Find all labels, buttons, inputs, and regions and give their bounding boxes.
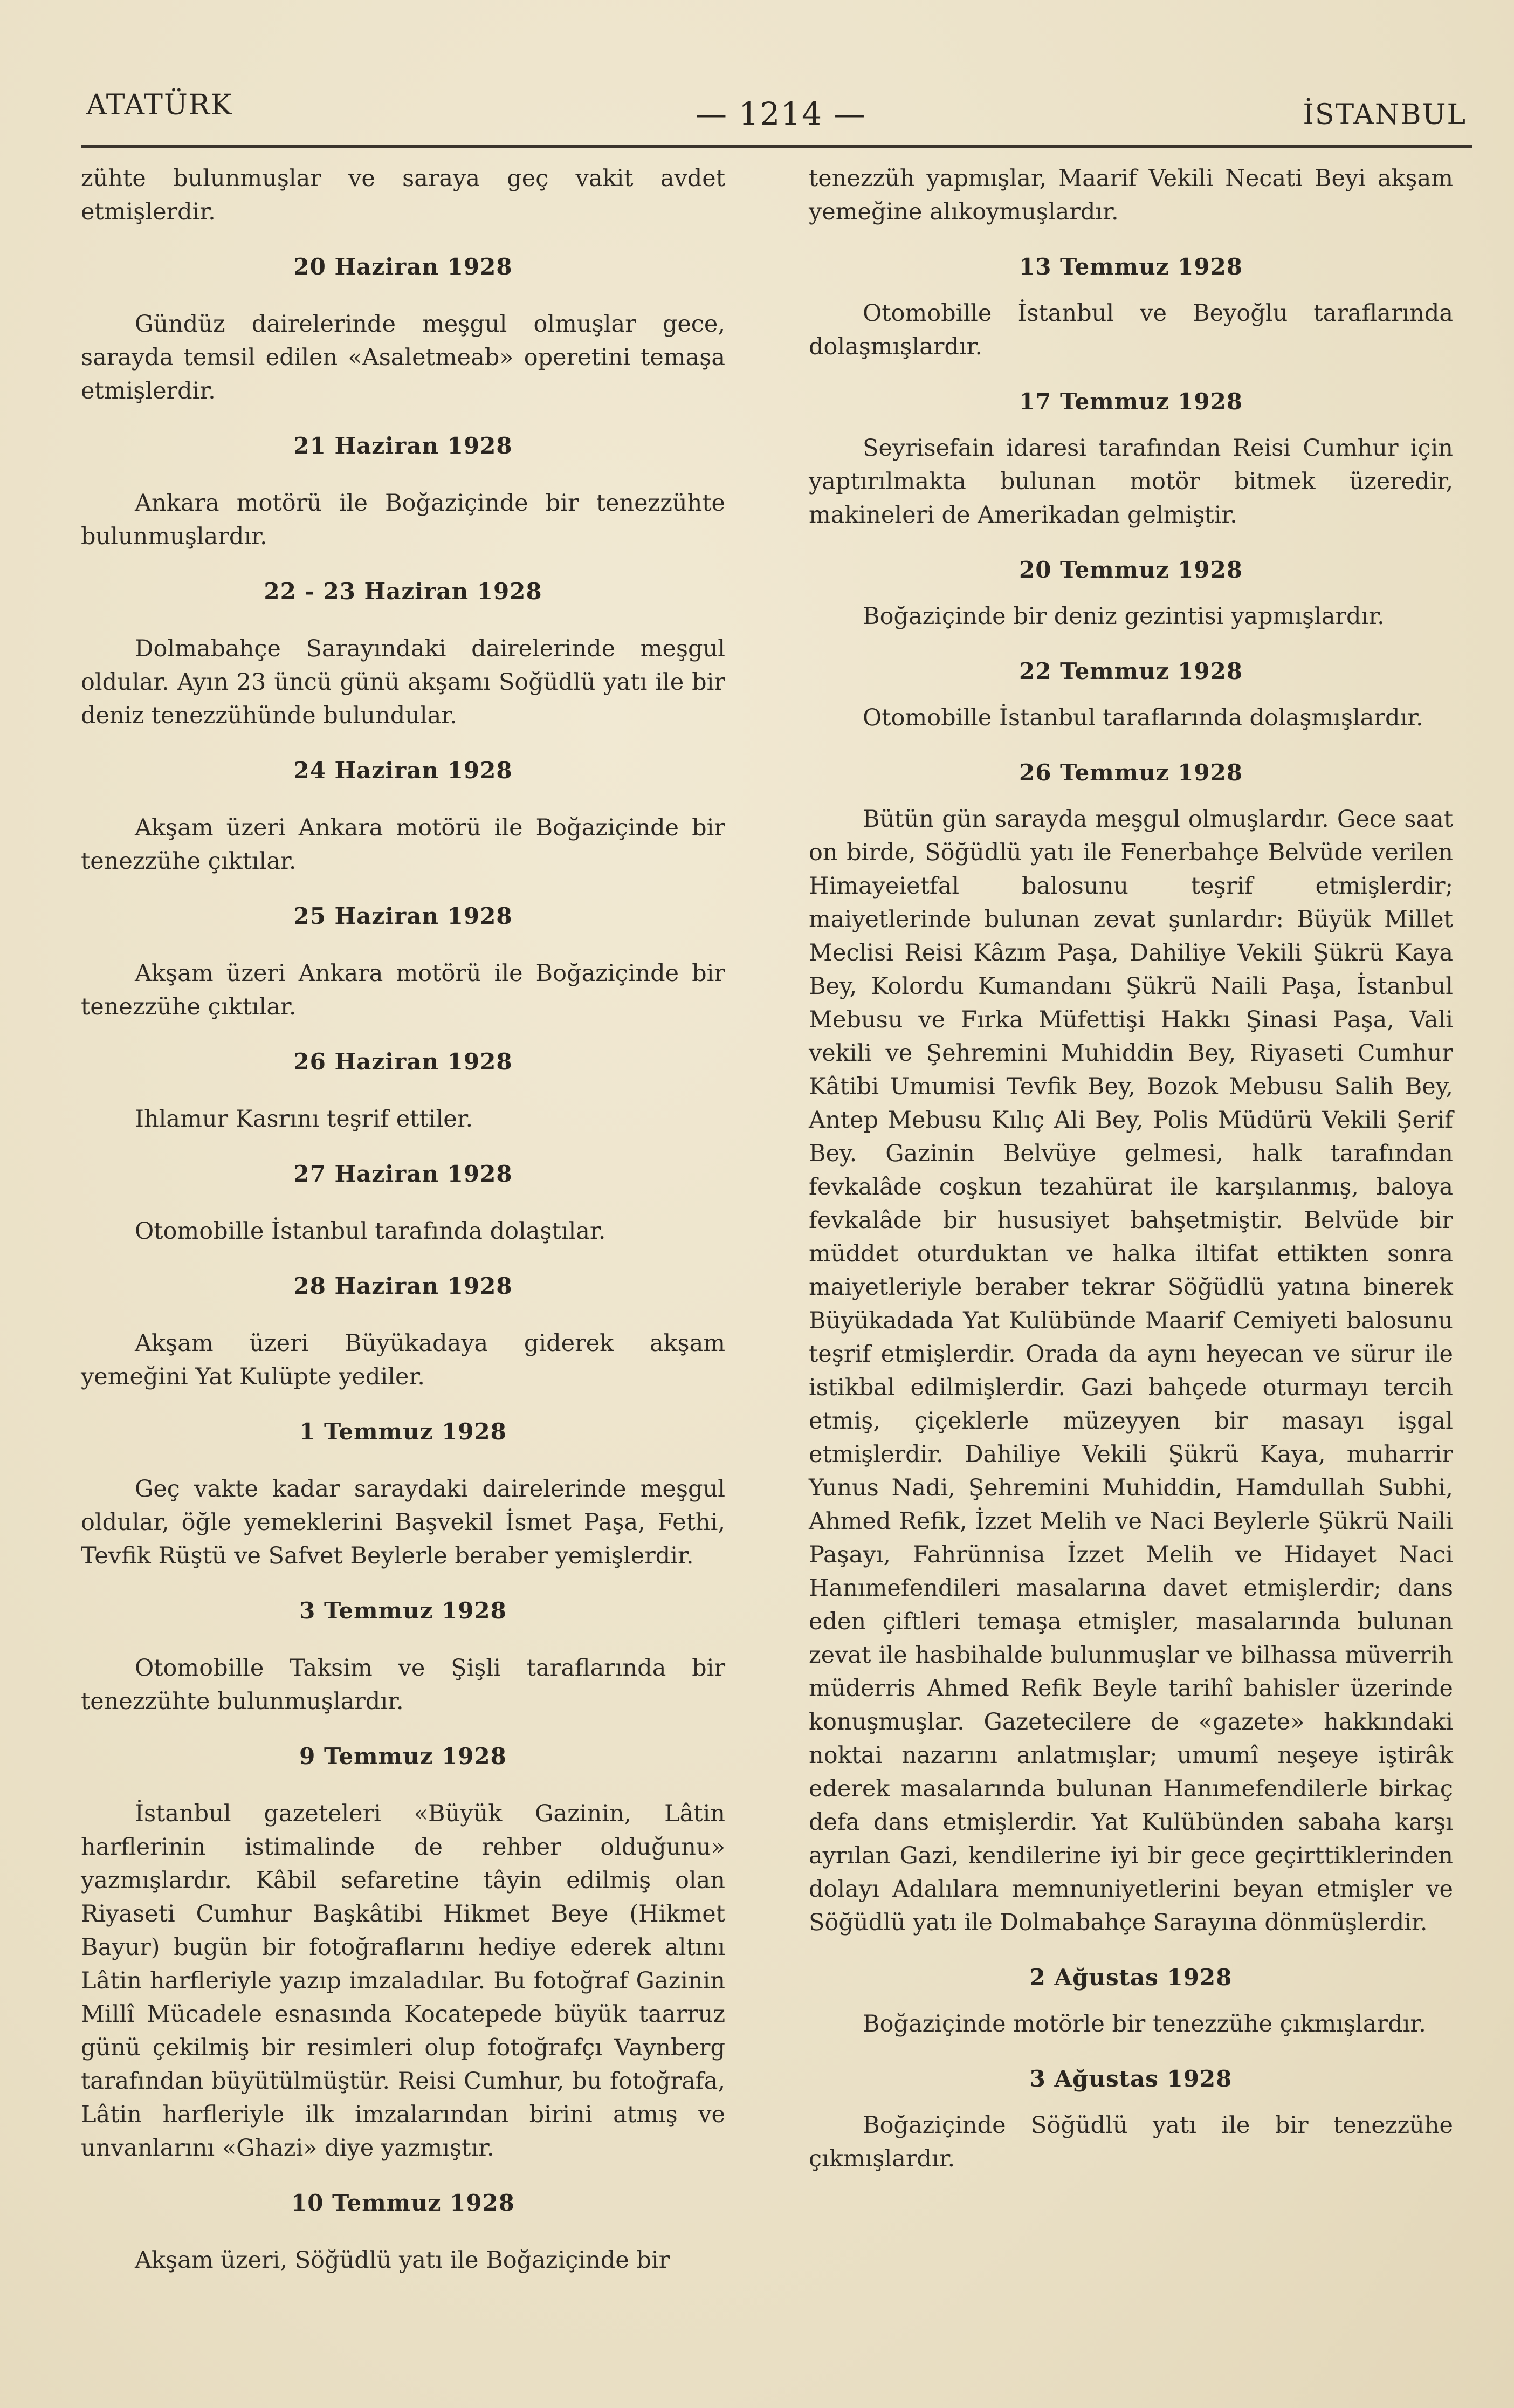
entry-paragraph: Otomobille Taksim ve Şişli taraflarında bir tenezzühte bulunmuşlardır.: [81, 1655, 725, 1715]
running-head-right: İSTANBUL: [1303, 99, 1467, 131]
entry-paragraph: Akşam üzeri, Söğüdlü yatı ile Boğaziçinde bir: [135, 2247, 670, 2274]
entry-paragraph: Otomobille İstanbul ve Beyoğlu taraflarında dolaşmışlardır.: [809, 300, 1453, 360]
entry-date-heading: 17 Temmuz 1928: [1018, 388, 1243, 415]
entry-paragraph: zühte bulunmuşlar ve saraya geç vakit avdet etmişlerdir.: [81, 165, 725, 225]
right-column: [809, 162, 1453, 2176]
entry-date-heading: 10 Temmuz 1928: [291, 2190, 515, 2216]
entry-date-heading: 25 Haziran 1928: [293, 903, 513, 929]
entry-date-heading: 1 Temmuz 1928: [299, 1418, 507, 1445]
entry-paragraph: Boğaziçinde motörle bir tenezzühe çıkmışlardır.: [863, 2011, 1426, 2037]
entry-paragraph: Akşam üzeri Büyükadaya giderek akşam yemeğini Yat Kulüpte yediler.: [81, 1330, 725, 1390]
page-header: [86, 84, 1467, 148]
entry-paragraph: Dolmabahçe Sarayındaki dairelerinde meşgul oldular. Ayın 23 üncü günü akşamı Soğüdlü yatı ile bir deniz tenezzühünde bulundular.: [81, 635, 725, 729]
entry-date-heading: 26 Haziran 1928: [293, 1048, 513, 1075]
running-head-left: ATATÜRK: [86, 89, 233, 121]
entry-date-heading: 9 Temmuz 1928: [299, 1743, 507, 1769]
entry-paragraph: Otomobille İstanbul taraflarında dolaşmışlardır.: [863, 704, 1423, 731]
entry-date-heading: 3 Temmuz 1928: [299, 1597, 507, 1624]
entry-paragraph: tenezzüh yapmışlar, Maarif Vekili Necati Beyi akşam yemeğine alıkoymuşlardır.: [809, 165, 1453, 225]
entry-paragraph: Ankara motörü ile Boğaziçinde bir tenezzühte bulunmuşlardır.: [81, 490, 725, 550]
entry-date-heading: 13 Temmuz 1928: [1018, 253, 1243, 280]
entry-date-heading: 27 Haziran 1928: [293, 1161, 513, 1187]
entry-date-heading: 22 - 23 Haziran 1928: [264, 578, 542, 605]
entry-paragraph: Geç vakte kadar saraydaki dairelerinde meşgul oldular, öğle yemeklerini Başvekil İsmet Paşa, Fethi, Tevfik Rüştü ve Safvet Beylerle beraber yemişlerdir.: [81, 1476, 725, 1569]
entry-paragraph: Gündüz dairelerinde meşgul olmuşlar gece, sarayda temsil edilen «Asaletmeab» operetini temaşa etmişlerdir.: [81, 311, 725, 404]
left-column: [81, 162, 725, 2277]
entry-paragraph: Akşam üzeri Ankara motörü ile Boğaziçinde bir tenezzühe çıktılar.: [81, 814, 725, 875]
header-rule: [81, 145, 1472, 148]
entry-date-heading: 21 Haziran 1928: [293, 433, 513, 459]
entry-paragraph: Bütün gün sarayda meşgul olmuşlardır. Gece saat on birde, Söğüdlü yatı ile Fenerbahçe Belvüde verilen Himayeietfal balosunu teşrif etmişlerdir; maiyetlerinde bulunan zevat şunlardır: Büyük Millet Meclisi Reisi Kâzım Paşa, Dahiliye Vekili Şükrü Kaya Bey, Kolordu Kumandanı Şükrü Naili Paşa, İstanbul Mebusu ve Fırka Müfettişi Hakkı Şinasi Paşa, Vali vekili ve Şehremini Muhiddin Bey, Riyaseti Cumhur Kâtibi Umumisi Tevfik Bey, Bozok Mebusu Salih Bey, Antep Mebusu Kılıç Ali Bey, Polis Müdürü Vekili Şerif Bey. Gazinin Belvüye gelmesi, halk tarafından fevkalâde coşkun tezahürat ile karşılanmış, baloya fevkalâde bir hususiyet bahşetmiştir. Belvüde bir müddet oturduktan ve halka iltifat ettikten sonra maiyetleriyle beraber tekrar Söğüdlü yatına binerek Büyükadada Yat Kulübünde Maarif Cemiyeti balosunu teşrif etmişlerdir. Orada da aynı heyecan ve sürur ile istikbal edilmişlerdir. Gazi bahçede oturmayı tercih etmiş, çiçeklerle müzeyyen bir masayı işgal etmişlerdir. Dahiliye Vekili Şükrü Kaya, muharrir Yunus Nadi, Şehremini Muhiddin, Hamdullah Subhi, Ahmed Refik, İzzet Melih ve Naci Beylerle Şükrü Naili Paşayı, Fahrünnisa İzzet Melih ve Hidayet Naci Hanımefendileri masalarına davet etmişlerdir; dans eden çiftleri temaşa etmişler, masalarında bulunan zevat ile hasbihalde bulunmuşlar ve bilhassa müverrih müderris Ahmed Refik Beyle tarihî bahisler üzerinde konuşmuşlar. Gazetecilere de «gazete» hakkındaki noktai nazarını anlatmışlar; umumî neşeye iştirâk ederek masalarında bulunan Hanımefendilerle birkaç defa dans etmişlerdir. Yat Kulübünden sabaha karşı ayrılan Gazi, kendilerine iyi bir gece geçirttiklerinden dolayı Adalılara memnuniyetlerini beyan etmişler ve Söğüdlü yatı ile Dolmabahçe Sarayına dönmüşlerdir.: [809, 806, 1453, 1936]
entry-date-heading: 24 Haziran 1928: [293, 757, 513, 784]
entry-date-heading: 22 Temmuz 1928: [1018, 658, 1243, 684]
page-number: — 1214 —: [696, 95, 866, 132]
entry-date-heading: 28 Haziran 1928: [293, 1273, 513, 1299]
entry-paragraph: Boğaziçinde bir deniz gezintisi yapmışlardır.: [863, 603, 1385, 630]
entry-paragraph: Boğaziçinde Söğüdlü yatı ile bir tenezzühe çıkmışlardır.: [809, 2112, 1453, 2172]
entry-date-heading: 26 Temmuz 1928: [1018, 759, 1243, 786]
entry-paragraph: Ihlamur Kasrını teşrif ettiler.: [135, 1106, 473, 1133]
entry-paragraph: Akşam üzeri Ankara motörü ile Boğaziçinde bir tenezzühe çıktılar.: [81, 960, 725, 1020]
entry-paragraph: Seyrisefain idaresi tarafından Reisi Cumhur için yaptırılmakta bulunan motör bitmek üzeredir, makineleri de Amerikadan gelmiştir.: [809, 435, 1453, 529]
entry-date-heading: 2 Ağustas 1928: [1029, 1964, 1233, 1991]
entry-date-heading: 20 Haziran 1928: [293, 253, 513, 280]
entry-date-heading: 20 Temmuz 1928: [1018, 557, 1243, 583]
entry-paragraph: Otomobille İstanbul tarafında dolaştılar.: [135, 1218, 606, 1245]
entry-date-heading: 3 Ağustas 1928: [1029, 2066, 1233, 2092]
entry-paragraph: İstanbul gazeteleri «Büyük Gazinin, Lâtin harflerinin istimalinde de rehber olduğunu» yazmışlardır. Kâbil sefaretine tâyin edilmiş olan Riyaseti Cumhur Başkâtibi Hikmet Beye (Hikmet Bayur) bugün bir fotoğraflarını hediye ederek altını Lâtin harfleriyle yazıp imzaladılar. Bu fotoğraf Gazinin Millî Mücadele esnasında Kocatepede büyük taarruz günü çekilmiş bir resimleri olup fotoğrafçı Vaynberg tarafından büyütülmüştür. Reisi Cumhur, bu fotoğrafa, Lâtin harfleriyle ilk imzalarından birini atmış ve unvanlarını «Ghazi» diye yazmıştır.: [81, 1800, 725, 2162]
